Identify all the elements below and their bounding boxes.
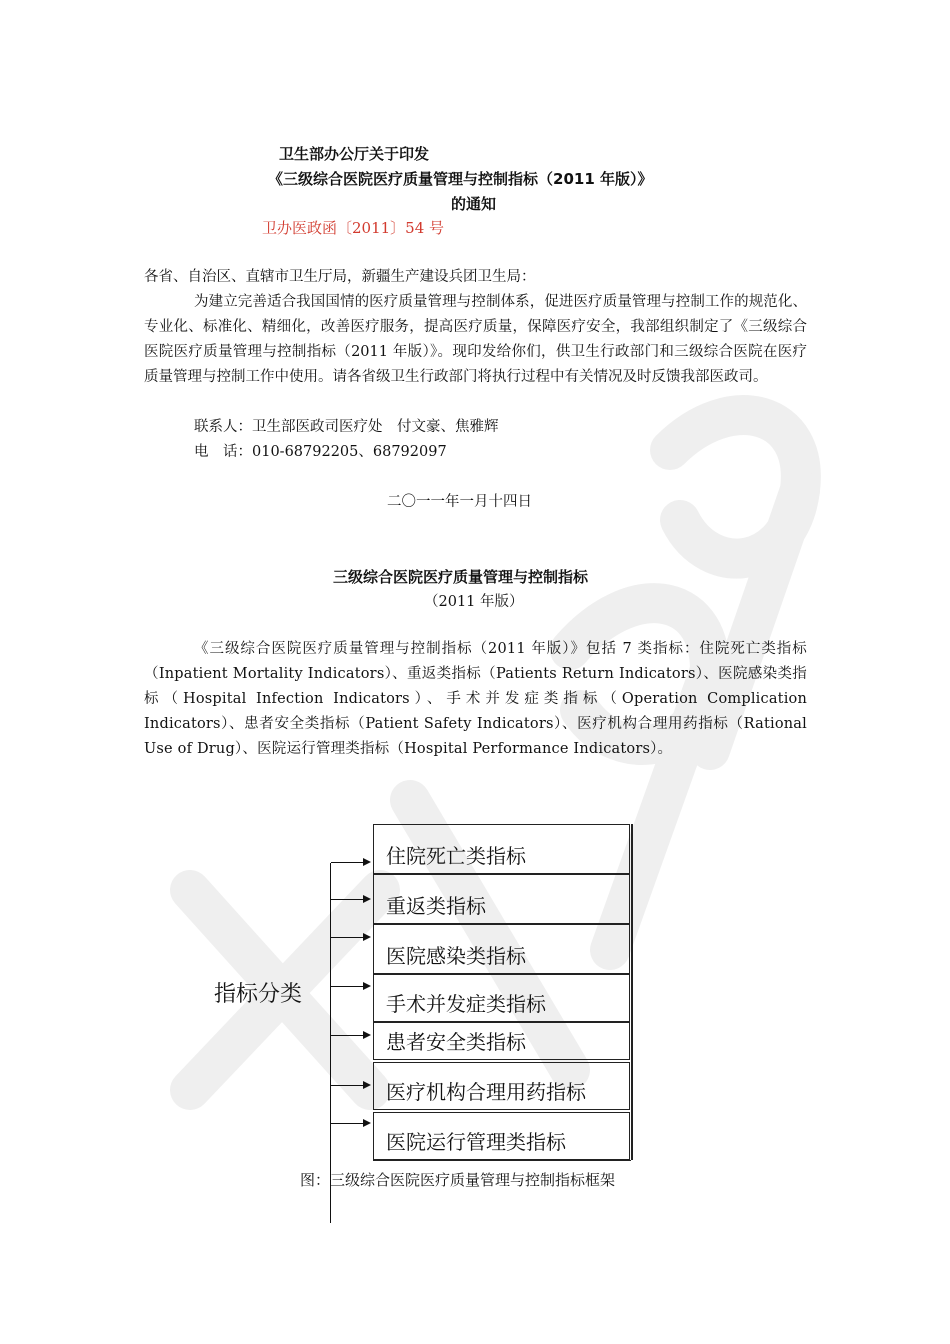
phone-line: 电 话：010-68792205、68792097 — [194, 444, 447, 460]
section-subtitle: （2011 年版） — [424, 594, 524, 610]
category-box-6 — [373, 1062, 630, 1110]
arrow-1 — [331, 862, 369, 863]
section-intro: 《三级综合医院医疗质量管理与控制指标（2011 年版）》包括 7 类指标：住院死亡类指标（Inpatient Mortality Indicators）、重返类指标（Patients Return Indicators）、医院感染类指标（Hospital Infection Indicators）、手术并发症类指标（Operation Complication Indicators）、患者安全类指标（Patient Safety Indicators）、医疗机构合理用药指标（Rational Use of Drug）、医院运行管理类指标（Hospital Performance Indicators）。 — [144, 641, 807, 757]
category-box-1 — [373, 824, 630, 874]
notice-title-line3: 的通知 — [451, 195, 497, 213]
category-box-5 — [373, 1022, 630, 1060]
arrow-7 — [331, 1123, 369, 1124]
document-number: 卫办医政函〔2011〕54 号 — [262, 219, 445, 237]
arrow-5 — [331, 1035, 369, 1036]
category-label-7: 医院运行管理类指标 — [386, 1130, 566, 1154]
arrow-2 — [331, 899, 369, 900]
box-bottom-edge — [373, 1160, 631, 1161]
category-box-2 — [373, 874, 630, 924]
contact-line: 联系人：卫生部医政司医疗处 付文豪、焦雅辉 — [194, 419, 499, 435]
box-shadow-edge — [631, 824, 633, 1160]
category-label-5: 患者安全类指标 — [386, 1030, 526, 1054]
category-box-7 — [373, 1112, 630, 1160]
notice-body: 为建立完善适合我国国情的医疗质量管理与控制体系，促进医疗质量管理与控制工作的规范化、专业化、标准化、精细化，改善医疗服务，提高医疗质量，保障医疗安全，我部组织制定了《三级综合医院医疗质量管理与控制指标（2011 年版）》。现印发给你们，供卫生行政部门和三级综合医院在医疗质量管理与控制工作中使用。请各省级卫生行政部门将执行过程中有关情况及时反馈我部医政司。 — [144, 294, 807, 385]
category-box-3 — [373, 924, 630, 974]
arrow-6 — [331, 1085, 369, 1086]
category-label-1: 住院死亡类指标 — [386, 844, 526, 868]
addressee: 各省、自治区、直辖市卫生厅局，新疆生产建设兵团卫生局： — [144, 269, 536, 285]
notice-title-line2: 《三级综合医院医疗质量管理与控制指标（2011 年版）》 — [268, 170, 653, 188]
category-label-3: 医院感染类指标 — [386, 944, 526, 968]
diagram-caption: 图：三级综合医院医疗质量管理与控制指标框架 — [300, 1171, 616, 1189]
arrow-4 — [331, 986, 369, 987]
notice-date: 二〇一一年一月十四日 — [387, 494, 532, 510]
category-box-4 — [373, 974, 630, 1022]
section-title: 三级综合医院医疗质量管理与控制指标 — [333, 568, 589, 586]
category-label-6: 医疗机构合理用药指标 — [386, 1080, 586, 1104]
category-label-2: 重返类指标 — [386, 894, 486, 918]
arrow-3 — [331, 937, 369, 938]
diagram-root-label: 指标分类 — [214, 982, 303, 1007]
notice-title-line1: 卫生部办公厅关于印发 — [279, 145, 430, 163]
category-label-4: 手术并发症类指标 — [386, 992, 546, 1016]
